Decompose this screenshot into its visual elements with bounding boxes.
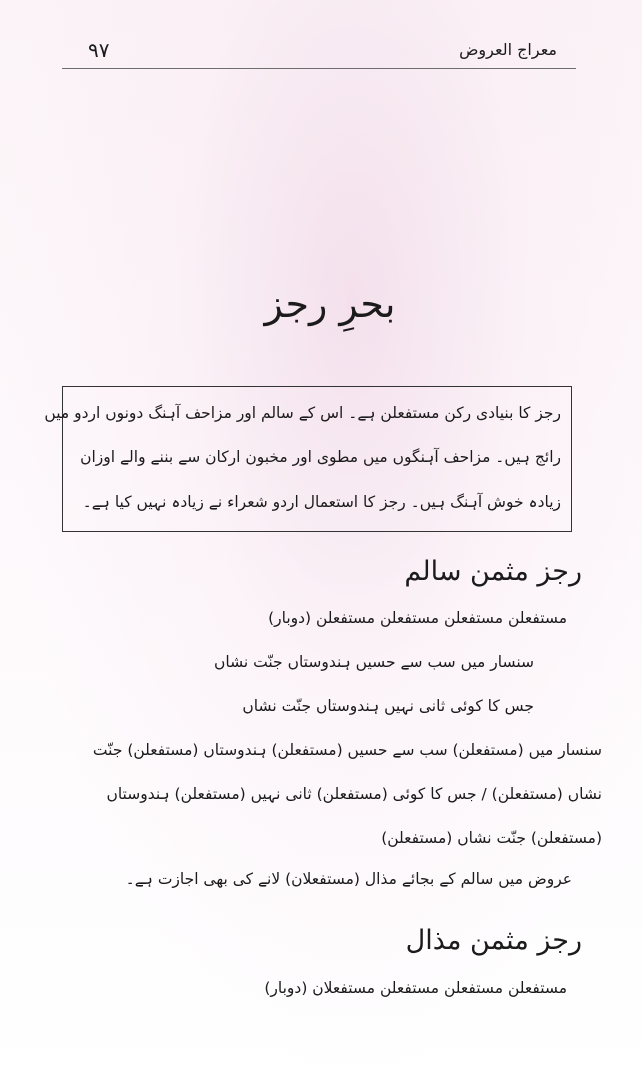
section-heading-salim: رجز مثمن سالم	[404, 556, 582, 587]
note-line: عروض میں سالم کے بجائے مذال (مستفعلان) لانے کی بھی اجازت ہے۔	[125, 870, 572, 888]
header-rule	[62, 68, 576, 69]
intro-line-2: رائج ہیں۔ مزاحف آہنگوں میں مطوی اور مخبون ارکان سے بننے والے اوزان	[80, 448, 561, 466]
scansion-line-3: (مستفعلن) جنّت نشاں (مستفعلن)	[381, 829, 602, 847]
section-heading-muzal: رجز مثمن مذال	[405, 925, 582, 956]
page-number: ۹۷	[88, 38, 110, 62]
scansion-line-1: سنسار میں (مستفعلن) سب سے حسیں (مستفعلن) ہندوستاں (مستفعلن) جنّت	[92, 741, 602, 759]
chapter-title: بحرِ رجز	[264, 282, 396, 326]
verse-line-1: سنسار میں سب سے حسیں ہندوستاں جنّت نشاں	[213, 653, 534, 671]
running-title: معراج العروض	[459, 40, 557, 59]
intro-line-1: رجز کا بنیادی رکن مستفعلن ہے۔ اس کے سالم اور مزاحف آہنگ دونوں اردو میں	[44, 404, 561, 422]
intro-line-3: زیادہ خوش آہنگ ہیں۔ رجز کا استعمال اردو شعراء نے زیادہ نہیں کیا ہے۔	[82, 493, 561, 511]
intro-box	[44, 386, 572, 532]
verse-line-2: جس کا کوئی ثانی نہیں ہندوستاں جنّت نشاں	[242, 697, 534, 715]
meter-line-salim: مستفعلن مستفعلن مستفعلن مستفعلن (دوبار)	[268, 609, 567, 627]
scansion-line-2: نشاں (مستفعلن) / جس کا کوئی (مستفعلن) ثانی نہیں (مستفعلن) ہندوستاں	[106, 785, 602, 803]
meter-line-muzal: مستفعلن مستفعلن مستفعلن مستفعلان (دوبار)	[264, 979, 567, 997]
